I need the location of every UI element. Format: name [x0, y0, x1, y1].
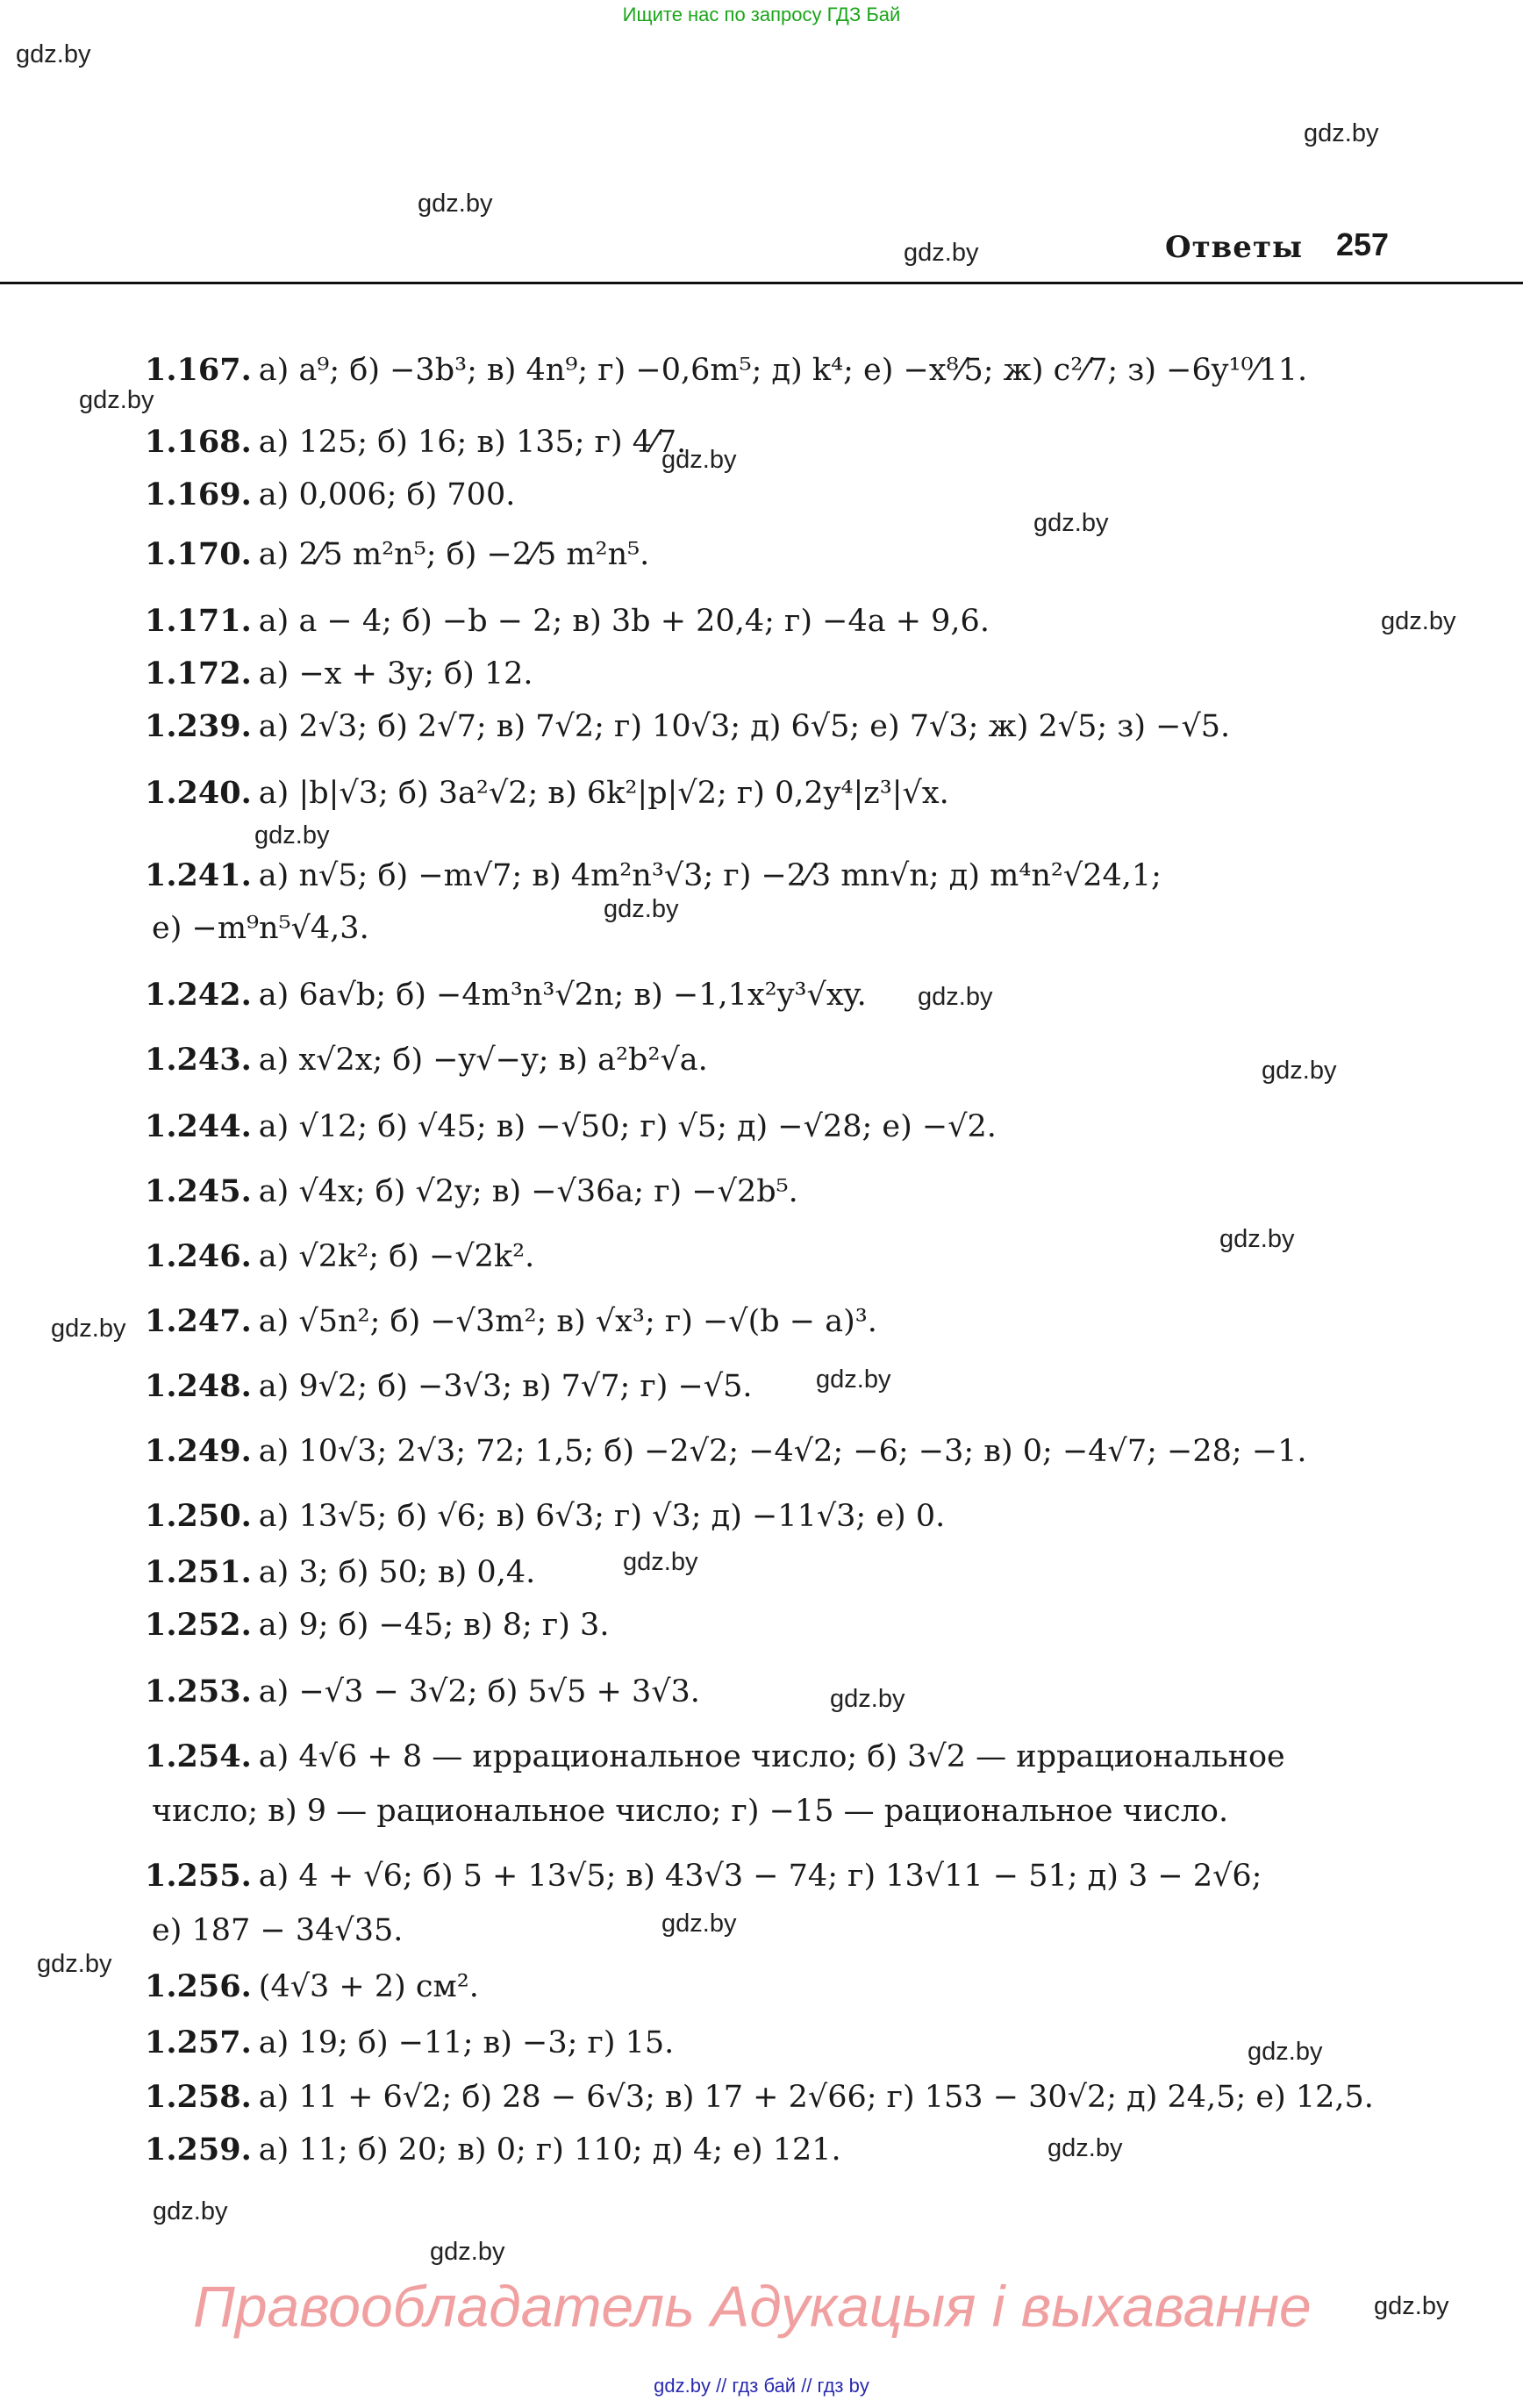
answer-number: 1.258.: [145, 2079, 252, 2115]
footer-links[interactable]: gdz.by // гдз бай // гдз by: [654, 2375, 869, 2397]
answer-number: 1.245.: [145, 1173, 252, 1209]
watermark: gdz.by: [16, 40, 91, 68]
answer-text: (4√3 + 2) см².: [258, 1969, 479, 2004]
answer-line: [145, 602, 990, 641]
answer-line: [145, 774, 949, 813]
watermark: gdz.by: [153, 2197, 228, 2225]
answer-line: [145, 2131, 841, 2169]
answer-text: а) 10√3; 2√3; 72; 1,5; б) −2√2; −4√2; −6; −3; в) 0; −4√7; −28; −1.: [258, 1434, 1307, 1469]
watermark: gdz.by: [904, 239, 979, 267]
watermark: gdz.by: [37, 1950, 112, 1978]
answer-text: а) 19; б) −11; в) −3; г) 15.: [258, 2025, 675, 2060]
watermark: gdz.by: [79, 386, 154, 414]
answer-number: 1.170.: [145, 536, 252, 572]
watermark: gdz.by: [418, 190, 493, 218]
answer-line: [145, 1302, 877, 1341]
answer-text: е) 187 − 34√35.: [152, 1913, 404, 1948]
watermark: gdz.by: [661, 1910, 737, 1938]
answer-text: а) 4√6 + 8 — иррациональное число; б) 3√2 — иррациональное: [258, 1739, 1285, 1774]
answer-text: а) −√3 − 3√2; б) 5√5 + 3√3.: [258, 1674, 700, 1709]
answer-text: а) 3; б) 50; в) 0,4.: [258, 1555, 536, 1590]
answer-text: а) √4x; б) √2y; в) −√36a; г) −√2b⁵.: [258, 1174, 798, 1209]
answer-text: а) a⁹; б) −3b³; в) 4n⁹; г) −0,6m⁵; д) k⁴; е) −x⁸⁄5; ж) c²⁄7; з) −6y¹⁰⁄11.: [258, 353, 1308, 388]
page-section-title: Ответы: [1165, 230, 1304, 265]
answer-number: 1.243.: [145, 1042, 252, 1078]
answer-text: а) 0,006; б) 700.: [258, 477, 516, 512]
answer-text: а) √12; б) √45; в) −√50; г) √5; д) −√28; е) −√2.: [258, 1109, 997, 1144]
answer-line: [145, 856, 1162, 895]
watermark: gdz.by: [254, 821, 330, 849]
answer-text: а) n√5; б) −m√7; в) 4m²n³√3; г) −2⁄3 mn√n; д) m⁴n²√24,1;: [258, 858, 1162, 893]
answer-number: 1.168.: [145, 424, 252, 460]
answer-number: 1.171.: [145, 603, 252, 639]
answer-line: [145, 535, 649, 574]
answer-number: 1.247.: [145, 1303, 252, 1339]
answer-number: 1.246.: [145, 1238, 252, 1274]
answer-line: [145, 655, 533, 693]
answer-line: [145, 909, 369, 948]
answer-line: [145, 423, 686, 462]
watermark: gdz.by: [1033, 509, 1109, 537]
answer-line: [145, 976, 867, 1014]
answer-line: [145, 1673, 700, 1711]
watermark: gdz.by: [918, 983, 993, 1011]
watermark: gdz.by: [51, 1315, 126, 1343]
answer-text: а) 9√2; б) −3√3; в) 7√7; г) −√5.: [258, 1369, 753, 1404]
answer-line: [145, 1497, 945, 1536]
answer-line: [145, 1857, 1262, 1896]
answer-text: а) 2√3; б) 2√7; в) 7√2; г) 10√3; д) 6√5; е) 7√3; ж) 2√5; з) −√5.: [258, 709, 1231, 744]
answer-text: число; в) 9 — рациональное число; г) −15 — рациональное число.: [152, 1794, 1229, 1829]
watermark: gdz.by: [1248, 2038, 1323, 2066]
watermark: gdz.by: [604, 895, 679, 923]
answer-number: 1.250.: [145, 1498, 252, 1534]
watermark: gdz.by: [1381, 607, 1456, 635]
answer-number: 1.242.: [145, 977, 252, 1013]
watermark: gdz.by: [1262, 1057, 1337, 1085]
answer-number: 1.244.: [145, 1108, 252, 1144]
answer-number: 1.257.: [145, 2025, 252, 2060]
answer-text: а) −x + 3y; б) 12.: [258, 656, 533, 692]
watermark: gdz.by: [1219, 1225, 1295, 1253]
answer-line: [145, 1432, 1307, 1471]
watermark: gdz.by: [623, 1548, 698, 1576]
answer-number: 1.252.: [145, 1607, 252, 1643]
answer-text: е) −m⁹n⁵√4,3.: [152, 911, 369, 946]
answer-line: [145, 1553, 535, 1592]
answer-text: а) 13√5; б) √6; в) 6√3; г) √3; д) −11√3; е) 0.: [258, 1499, 946, 1534]
answer-number: 1.251.: [145, 1554, 252, 1590]
answer-text: а) 6a√b; б) −4m³n³√2n; в) −1,1x²y³√xy.: [258, 978, 867, 1013]
header-divider: [0, 282, 1523, 284]
answer-line: [145, 2078, 1374, 2117]
answer-line: [145, 476, 515, 514]
answer-number: 1.172.: [145, 656, 252, 692]
watermark: gdz.by: [1374, 2292, 1449, 2320]
answer-text: а) a − 4; б) −b − 2; в) 3b + 20,4; г) −4a + 9,6.: [258, 604, 990, 639]
answer-text: а) 11 + 6√2; б) 28 − 6√3; в) 17 + 2√66; г) 153 − 30√2; д) 24,5; е) 12,5.: [258, 2080, 1374, 2115]
answer-text: а) √5n²; б) −√3m²; в) √x³; г) −√(b − a)³.: [258, 1304, 877, 1339]
answer-line: [145, 2024, 674, 2062]
copyright-holder: Правообладатель Адукацыя і выхаванне: [193, 2274, 1312, 2339]
answer-line: [145, 1967, 479, 2006]
answer-number: 1.255.: [145, 1858, 252, 1894]
answer-line: [145, 1237, 534, 1276]
answer-text: а) 4 + √6; б) 5 + 13√5; в) 43√3 − 74; г) 13√11 − 51; д) 3 − 2√6;: [258, 1859, 1262, 1894]
answer-text: а) √2k²; б) −√2k².: [258, 1239, 535, 1274]
watermark: gdz.by: [830, 1685, 905, 1713]
answer-text: а) x√2x; б) −y√−y; в) a²b²√a.: [258, 1043, 708, 1078]
answer-number: 1.240.: [145, 775, 252, 811]
answer-line: [145, 1738, 1285, 1776]
answer-number: 1.241.: [145, 857, 252, 893]
answer-number: 1.253.: [145, 1673, 252, 1709]
answer-line: [145, 1041, 708, 1079]
answer-line: [145, 1367, 753, 1406]
answer-text: а) 125; б) 16; в) 135; г) 4⁄7.: [258, 425, 687, 460]
answer-line: [145, 1606, 609, 1645]
answer-number: 1.169.: [145, 477, 252, 512]
watermark: gdz.by: [430, 2238, 505, 2266]
answer-number: 1.239.: [145, 708, 252, 744]
top-banner-link[interactable]: Ищите нас по запросу ГДЗ Бай: [622, 4, 901, 25]
watermark: gdz.by: [1048, 2134, 1123, 2162]
answer-number: 1.254.: [145, 1738, 252, 1774]
answer-text: а) |b|√3; б) 3a²√2; в) 6k²|p|√2; г) 0,2y⁴|z³|√x.: [258, 776, 949, 811]
answer-text: а) 2⁄5 m²n⁵; б) −2⁄5 m²n⁵.: [258, 537, 650, 572]
watermark: gdz.by: [661, 446, 737, 474]
answer-line: [145, 707, 1230, 746]
answer-line: [145, 1792, 1228, 1831]
answer-number: 1.167.: [145, 352, 252, 388]
watermark: gdz.by: [1304, 119, 1379, 147]
answer-line: [145, 1172, 798, 1211]
answer-text: а) 9; б) −45; в) 8; г) 3.: [258, 1608, 610, 1643]
answer-number: 1.256.: [145, 1968, 252, 2004]
answer-number: 1.259.: [145, 2132, 252, 2168]
page-number: 257: [1336, 226, 1390, 262]
answer-number: 1.249.: [145, 1433, 252, 1469]
answer-text: а) 11; б) 20; в) 0; г) 110; д) 4; е) 121.: [258, 2132, 841, 2168]
answer-line: [145, 1107, 997, 1146]
answer-line: [145, 351, 1307, 390]
watermark: gdz.by: [816, 1365, 891, 1394]
answer-number: 1.248.: [145, 1368, 252, 1404]
answer-line: [145, 1911, 403, 1950]
